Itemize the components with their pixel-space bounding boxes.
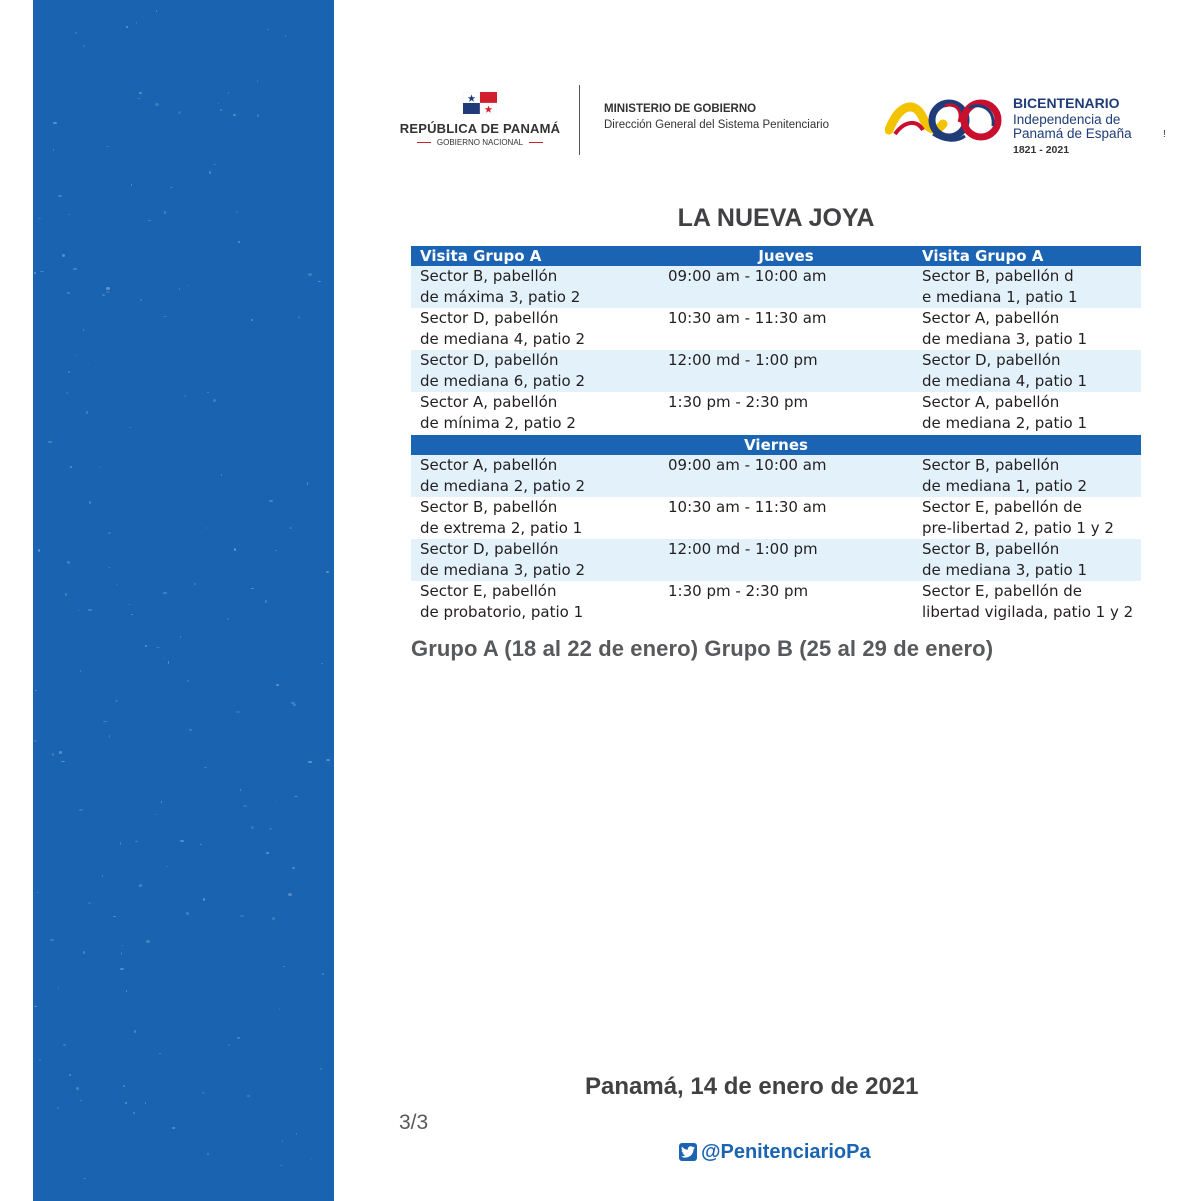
cell-time-line1: 12:00 md - 1:00 pm xyxy=(668,540,818,558)
cell-group-right xyxy=(913,539,1141,581)
republic-name: REPÚBLICA DE PANAMÁ xyxy=(399,121,561,136)
texture-speck xyxy=(168,661,169,663)
texture-speck xyxy=(88,902,91,905)
texture-speck xyxy=(106,291,110,293)
texture-speck xyxy=(321,663,323,664)
texture-speck xyxy=(140,299,142,300)
texture-speck xyxy=(236,211,238,212)
texture-speck xyxy=(282,1140,283,1142)
texture-speck xyxy=(39,1059,41,1061)
texture-speck xyxy=(187,680,189,681)
cell-time-line1: 09:00 am - 10:00 am xyxy=(668,267,827,285)
cell-group-left-line1: Sector A, pabellón xyxy=(420,456,558,474)
table-row xyxy=(411,455,1141,497)
texture-speck xyxy=(298,316,299,319)
document-title: LA NUEVA JOYA xyxy=(677,204,875,232)
texture-speck xyxy=(63,1044,66,1045)
cell-group-left-line2: de mínima 2, patio 2 xyxy=(420,414,576,432)
texture-speck xyxy=(53,122,57,124)
texture-speck xyxy=(70,466,73,468)
bicentenario-logo-icon xyxy=(885,90,1005,150)
cell-time xyxy=(659,539,913,581)
texture-speck xyxy=(35,690,38,691)
cell-group-left xyxy=(411,497,659,539)
texture-speck xyxy=(88,609,92,610)
texture-speck xyxy=(240,789,241,791)
texture-speck xyxy=(146,940,150,943)
texture-speck xyxy=(194,583,196,585)
texture-speck xyxy=(80,1100,82,1102)
government-label xyxy=(395,138,565,147)
page-header xyxy=(395,85,1175,165)
texture-speck xyxy=(243,805,247,806)
texture-speck xyxy=(139,884,143,886)
texture-speck xyxy=(102,294,105,296)
texture-speck xyxy=(73,268,76,270)
texture-speck xyxy=(221,474,223,476)
texture-speck xyxy=(163,592,167,594)
texture-speck xyxy=(213,399,216,402)
texture-speck xyxy=(80,670,82,672)
texture-speck xyxy=(129,604,130,605)
cell-group-right xyxy=(913,455,1141,497)
texture-speck xyxy=(116,584,118,585)
texture-speck xyxy=(213,164,216,165)
texture-speck xyxy=(257,80,258,82)
friday-day-row xyxy=(411,435,1141,455)
texture-speck xyxy=(76,1087,79,1089)
texture-speck xyxy=(34,740,36,742)
texture-speck xyxy=(113,916,116,917)
cell-time xyxy=(659,350,913,392)
table-row xyxy=(411,539,1141,581)
texture-speck xyxy=(62,254,65,257)
cell-group-left-line1: Sector A, pabellón xyxy=(420,393,558,411)
ministry-title: MINISTERIO DE GOBIERNO xyxy=(604,103,757,115)
texture-speck xyxy=(79,809,83,811)
texture-speck xyxy=(296,1133,298,1135)
column-header-group-left: Visita Grupo A xyxy=(411,246,659,266)
cell-group-left xyxy=(411,581,659,623)
texture-speck xyxy=(78,609,79,610)
bicentenario-line1: Independencia de xyxy=(1013,112,1121,127)
cell-group-right-line2: de mediana 3, patio 1 xyxy=(922,330,1088,348)
texture-speck xyxy=(99,466,100,468)
texture-speck xyxy=(186,912,190,914)
texture-speck xyxy=(247,1095,251,1097)
cell-group-left xyxy=(411,350,659,392)
texture-speck xyxy=(184,395,186,397)
texture-speck xyxy=(115,700,118,702)
texture-speck xyxy=(227,618,228,620)
texture-speck xyxy=(159,1053,161,1054)
texture-speck xyxy=(68,371,70,373)
cell-group-right-line2: libertad vigilada, patio 1 y 2 xyxy=(922,603,1134,621)
texture-speck xyxy=(207,392,208,393)
cell-group-left-line1: Sector D, pabellón xyxy=(420,351,559,369)
government-text: GOBIERNO NACIONAL xyxy=(436,138,524,147)
texture-speck xyxy=(251,319,253,321)
texture-speck xyxy=(267,29,268,30)
texture-speck xyxy=(276,684,280,686)
texture-speck xyxy=(135,841,138,842)
texture-speck xyxy=(139,92,142,94)
texture-speck xyxy=(237,1037,239,1040)
texture-speck xyxy=(269,500,273,502)
texture-speck xyxy=(67,292,69,294)
table-row xyxy=(411,497,1141,539)
cell-group-left-line1: Sector E, pabellón xyxy=(420,582,557,600)
texture-speck xyxy=(206,527,207,529)
texture-speck xyxy=(275,550,277,552)
texture-speck xyxy=(148,220,151,221)
cell-group-left-line2: de mediana 2, patio 2 xyxy=(420,477,586,495)
cell-group-right-line1: Sector A, pabellón xyxy=(922,309,1060,327)
texture-speck xyxy=(236,711,240,713)
texture-speck xyxy=(292,867,295,869)
texture-speck xyxy=(209,171,211,174)
texture-speck xyxy=(240,915,243,917)
page-number: 3/3 xyxy=(399,1111,429,1134)
table-row xyxy=(411,392,1141,434)
texture-speck xyxy=(57,1107,59,1109)
texture-speck xyxy=(59,751,62,754)
texture-speck xyxy=(233,114,235,116)
texture-speck xyxy=(257,114,259,117)
cell-group-right xyxy=(913,392,1141,434)
texture-speck xyxy=(126,26,128,28)
texture-speck xyxy=(40,271,44,272)
cell-group-right-line2: de mediana 3, patio 1 xyxy=(922,561,1088,579)
texture-speck xyxy=(129,427,132,428)
texture-speck xyxy=(265,600,267,603)
texture-speck xyxy=(121,945,123,946)
cell-time xyxy=(659,581,913,623)
texture-speck xyxy=(121,952,123,954)
texture-speck xyxy=(204,767,206,768)
table-row xyxy=(411,308,1141,350)
cell-group-right-line2: pre-libertad 2, patio 1 y 2 xyxy=(922,519,1114,537)
cell-group-left-line1: Sector D, pabellón xyxy=(420,309,559,327)
texture-speck xyxy=(137,98,141,99)
texture-speck xyxy=(311,1159,313,1160)
texture-speck xyxy=(318,281,321,282)
texture-speck xyxy=(61,761,65,762)
texture-speck xyxy=(220,109,223,111)
bicentenario-mark: ! xyxy=(1163,129,1166,140)
texture-speck xyxy=(68,214,70,215)
cell-group-left xyxy=(411,266,659,308)
texture-speck xyxy=(58,987,59,990)
texture-speck xyxy=(145,1102,146,1103)
texture-speck xyxy=(322,973,324,975)
texture-speck xyxy=(218,103,219,104)
texture-speck xyxy=(155,103,159,106)
cell-time-line1: 1:30 pm - 2:30 pm xyxy=(668,582,809,600)
texture-speck xyxy=(75,32,77,34)
texture-speck xyxy=(83,329,84,330)
texture-speck xyxy=(48,441,52,443)
texture-speck xyxy=(228,1044,230,1046)
cell-group-left-line2: de extrema 2, patio 1 xyxy=(420,519,583,537)
texture-speck xyxy=(120,842,122,845)
texture-speck xyxy=(156,10,157,12)
texture-speck xyxy=(178,111,181,113)
bicentenario-years: 1821 - 2021 xyxy=(1013,144,1070,156)
texture-speck xyxy=(294,796,298,798)
texture-speck xyxy=(288,893,292,896)
cell-time xyxy=(659,392,913,434)
texture-speck xyxy=(228,92,230,95)
texture-speck xyxy=(187,285,189,286)
texture-speck xyxy=(53,149,55,151)
texture-speck xyxy=(136,22,137,25)
cell-group-right-line1: Sector B, pabellón d xyxy=(922,267,1074,285)
cell-group-right-line1: Sector B, pabellón xyxy=(922,456,1060,474)
texture-speck xyxy=(145,645,148,647)
cell-time xyxy=(659,497,913,539)
cell-group-left-line2: de máxima 3, patio 2 xyxy=(420,288,581,306)
table-row xyxy=(411,350,1141,392)
twitter-handle: @PenitenciarioPa xyxy=(701,1140,871,1163)
texture-speck xyxy=(50,939,54,941)
cell-group-right-line2: e mediana 1, patio 1 xyxy=(922,288,1078,306)
texture-speck xyxy=(67,561,70,564)
texture-speck xyxy=(308,273,312,276)
texture-speck xyxy=(156,647,160,648)
texture-speck xyxy=(179,288,180,291)
cell-group-right xyxy=(913,497,1141,539)
texture-speck xyxy=(289,527,293,529)
texture-speck xyxy=(108,532,110,534)
texture-speck xyxy=(172,1127,174,1129)
column-header-group-right: Visita Grupo A xyxy=(913,246,1141,266)
cell-group-right xyxy=(913,266,1141,308)
texture-speck xyxy=(279,1008,280,1010)
cell-group-left-line1: Sector D, pabellón xyxy=(420,540,559,558)
texture-speck xyxy=(52,753,54,755)
texture-speck xyxy=(285,35,286,37)
texture-speck xyxy=(65,593,67,596)
texture-speck xyxy=(131,184,133,186)
cell-group-right-line1: Sector A, pabellón xyxy=(922,393,1060,411)
groups-note: Grupo A (18 al 22 de enero) Grupo B (25 al 29 de enero) xyxy=(411,636,994,661)
cell-group-right-line1: Sector E, pabellón de xyxy=(922,498,1083,516)
texture-speck xyxy=(326,571,329,573)
cell-group-left-line2: de mediana 3, patio 2 xyxy=(420,561,586,579)
texture-speck xyxy=(202,1092,206,1095)
column-header-day: Jueves xyxy=(659,246,913,266)
texture-speck xyxy=(66,392,67,394)
texture-speck xyxy=(108,567,111,568)
cell-group-left-line2: de probatorio, patio 1 xyxy=(420,603,584,621)
texture-speck xyxy=(251,826,254,829)
texture-speck xyxy=(203,898,205,900)
cell-group-left xyxy=(411,308,659,350)
texture-speck xyxy=(86,411,88,414)
texture-speck xyxy=(307,482,308,485)
bicentenario-line2: Panamá de España xyxy=(1013,126,1132,141)
cell-group-right xyxy=(913,350,1141,392)
cell-time-line1: 12:00 md - 1:00 pm xyxy=(668,351,818,369)
texture-speck xyxy=(163,316,167,318)
visit-schedule-table xyxy=(411,246,1141,623)
texture-speck xyxy=(69,1074,72,1076)
texture-speck xyxy=(123,1085,125,1087)
texture-speck xyxy=(275,800,276,801)
cell-group-left-line1: Sector B, pabellón xyxy=(420,498,558,516)
texture-speck xyxy=(75,355,77,356)
texture-speck xyxy=(38,218,41,219)
twitter-icon xyxy=(679,1143,697,1161)
texture-speck xyxy=(320,1068,323,1071)
texture-speck xyxy=(164,657,165,659)
texture-speck xyxy=(266,852,269,853)
cell-group-right-line2: de mediana 1, patio 2 xyxy=(922,477,1088,495)
cell-time-line1: 10:30 am - 11:30 am xyxy=(668,309,827,327)
cell-group-left-line2: de mediana 6, patio 2 xyxy=(420,372,586,390)
cell-group-left-line2: de mediana 4, patio 2 xyxy=(420,330,586,348)
texture-speck xyxy=(120,968,123,970)
cell-time-line1: 09:00 am - 10:00 am xyxy=(668,456,827,474)
texture-speck xyxy=(308,761,311,763)
table-header-row xyxy=(411,246,1141,266)
texture-speck xyxy=(58,195,62,197)
texture-speck xyxy=(106,287,110,289)
texture-speck xyxy=(326,759,330,761)
texture-speck xyxy=(126,990,127,992)
texture-speck xyxy=(293,704,296,705)
day-label-friday: Viernes xyxy=(411,435,1141,455)
cell-group-right xyxy=(913,581,1141,623)
texture-speck xyxy=(155,814,156,815)
texture-speck xyxy=(238,241,240,244)
cell-group-left xyxy=(411,539,659,581)
texture-speck xyxy=(38,549,41,552)
texture-speck xyxy=(34,272,36,274)
texture-speck xyxy=(109,735,111,738)
texture-speck xyxy=(83,1178,86,1180)
cell-group-right-line1: Sector E, pabellón de xyxy=(922,582,1083,600)
texture-speck xyxy=(103,721,107,723)
cell-group-right-line1: Sector D, pabellón xyxy=(922,351,1061,369)
cell-time xyxy=(659,455,913,497)
cell-group-left-line1: Sector B, pabellón xyxy=(420,267,558,285)
texture-speck xyxy=(207,1153,208,1155)
blue-side-panel xyxy=(33,0,334,1201)
texture-speck xyxy=(134,1030,136,1032)
header-divider xyxy=(579,85,580,155)
cell-time xyxy=(659,308,913,350)
texture-speck xyxy=(251,588,254,589)
cell-group-right-line1: Sector B, pabellón xyxy=(922,540,1060,558)
texture-speck xyxy=(272,917,276,920)
texture-speck xyxy=(37,892,38,893)
cell-group-left xyxy=(411,455,659,497)
texture-speck xyxy=(200,844,202,845)
ministry-subtitle: Dirección General del Sistema Penitenciario xyxy=(604,119,829,131)
texture-speck xyxy=(88,363,89,364)
cell-group-right xyxy=(913,308,1141,350)
twitter-handle-link[interactable] xyxy=(679,1140,871,1164)
texture-speck xyxy=(269,828,272,831)
texture-speck xyxy=(189,729,192,731)
texture-speck xyxy=(83,951,85,954)
cell-time xyxy=(659,266,913,308)
cell-group-right-line2: de mediana 2, patio 1 xyxy=(922,414,1088,432)
cell-time-line1: 10:30 am - 11:30 am xyxy=(668,498,827,516)
texture-speck xyxy=(131,614,133,615)
texture-speck xyxy=(83,45,85,48)
texture-speck xyxy=(161,801,162,803)
table-row xyxy=(411,581,1141,623)
texture-speck xyxy=(34,1006,38,1007)
date-line: Panamá, 14 de enero de 2021 xyxy=(585,1073,919,1100)
cell-group-left xyxy=(411,392,659,434)
texture-speck xyxy=(283,966,284,967)
bicentenario-title: BICENTENARIO xyxy=(1013,95,1120,111)
texture-speck xyxy=(133,1112,135,1114)
cell-group-right-line2: de mediana 4, patio 1 xyxy=(922,372,1088,390)
table-row xyxy=(411,266,1141,308)
texture-speck xyxy=(106,146,109,147)
texture-speck xyxy=(89,501,91,504)
texture-speck xyxy=(102,875,104,877)
texture-speck xyxy=(125,1102,127,1103)
texture-speck xyxy=(166,866,168,867)
texture-speck xyxy=(164,211,166,214)
cell-time-line1: 1:30 pm - 2:30 pm xyxy=(668,393,809,411)
texture-speck xyxy=(180,636,181,638)
texture-speck xyxy=(234,548,236,551)
texture-speck xyxy=(170,187,173,188)
texture-speck xyxy=(180,840,184,842)
panama-flag-icon xyxy=(463,92,497,114)
texture-speck xyxy=(280,1165,284,1166)
